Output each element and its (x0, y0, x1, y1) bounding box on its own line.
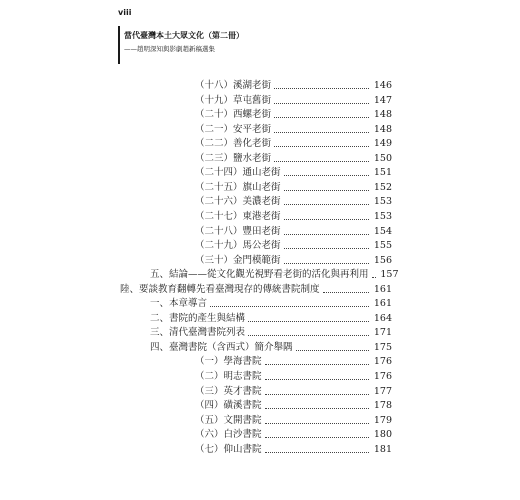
toc-entry (195, 370, 392, 383)
toc-entry-page: 161 (373, 283, 392, 295)
header-rule (118, 26, 120, 64)
page-header (118, 8, 131, 18)
toc-entry-title: 二、書院的產生與結構 (150, 312, 246, 324)
toc-entry-page: 180 (373, 429, 392, 441)
toc-entry-title: （二十六）美濃老街 (195, 196, 281, 208)
toc-entry-page: 175 (373, 341, 392, 353)
toc-entry-title: （四）磺溪書院 (195, 400, 262, 412)
toc-entry-page: 177 (373, 385, 392, 397)
toc-entry (195, 385, 392, 398)
dot-leader (265, 408, 369, 409)
toc-entry-title: （二十）西螺老街 (195, 109, 272, 121)
toc-entry (195, 181, 392, 194)
toc-entry-title: （一）學海書院 (195, 356, 262, 368)
toc-entry-title: （二十七）東港老街 (195, 210, 281, 222)
toc-entry (150, 268, 399, 281)
toc-entry-title: （十八）溪湖老街 (195, 80, 272, 91)
toc-entry-page: 161 (373, 298, 392, 310)
toc-entry-page: 153 (373, 210, 392, 222)
toc-entry-page: 155 (373, 240, 392, 252)
dot-leader (284, 234, 369, 235)
toc-entry-page: 156 (373, 254, 392, 266)
dot-leader (265, 437, 369, 438)
toc-entry-title: （三十）金門模範街 (195, 254, 281, 266)
toc-entry (195, 414, 392, 427)
dot-leader (274, 117, 369, 118)
toc-entry-page: 149 (373, 138, 392, 150)
toc-entry (120, 283, 392, 296)
toc-entry (195, 79, 392, 92)
book-title: 當代臺灣本土大眾文化（第二冊） (124, 31, 244, 40)
dot-leader (265, 364, 369, 365)
toc-entry-page: 147 (373, 94, 392, 106)
dot-leader (248, 321, 369, 322)
toc-entry (195, 152, 392, 165)
toc-entry-page: 157 (380, 269, 399, 281)
toc-entry-title: （二十四）通山老街 (195, 167, 281, 179)
toc-entry-title: 一、本章導言 (150, 298, 208, 310)
dot-leader (248, 335, 369, 336)
toc-entry (195, 210, 392, 223)
toc-entry-title: （二二）善化老街 (195, 138, 272, 150)
toc-entry-title: 五、結論——從文化觀光視野看老街的活化與再利用 (150, 269, 369, 281)
toc-entry-page: 148 (373, 123, 392, 135)
dot-leader (323, 292, 369, 293)
toc-entry (195, 166, 392, 179)
toc-entry-page: 176 (373, 371, 392, 382)
dot-leader (210, 306, 369, 307)
toc-entry (195, 195, 392, 208)
toc-entry-page: 148 (373, 109, 392, 121)
dot-leader (274, 103, 369, 104)
toc-entry-page: 178 (373, 400, 392, 412)
toc-entry-title: 三、清代臺灣書院列表 (150, 327, 246, 339)
toc-entry-page: 171 (373, 327, 392, 339)
dot-leader (296, 350, 369, 351)
toc-entry-page: 181 (373, 443, 392, 455)
toc-entry (195, 428, 392, 441)
dot-leader (284, 190, 369, 191)
dot-leader (274, 88, 369, 89)
toc-entry (195, 399, 392, 412)
toc-entry-page: 176 (373, 356, 392, 368)
toc-entry (150, 297, 392, 310)
toc-entry-title: （七）仰山書院 (195, 443, 262, 455)
dot-leader (284, 175, 369, 176)
dot-leader (274, 161, 369, 162)
toc-entry-title: 陸、要談教育翻轉先看臺灣現存的傳統書院制度 (120, 283, 320, 295)
toc-entry-page: 150 (373, 152, 392, 164)
toc-entry (195, 239, 392, 252)
toc-entry-title: （二十九）馬公老街 (195, 240, 281, 252)
toc-entry-page: 151 (373, 167, 392, 179)
dot-leader (265, 423, 369, 424)
toc-entry (195, 443, 392, 456)
toc-entry (195, 94, 392, 107)
toc-entry-page: 153 (373, 196, 392, 208)
book-subtitle: ——趙明深知與影劇趙新稿選集 (124, 45, 215, 53)
toc-entry (150, 326, 392, 339)
dot-leader (372, 277, 376, 278)
toc-entry (195, 123, 392, 136)
toc-entry-title: （二十五）旗山老街 (195, 181, 281, 193)
toc-entry-title: （六）白沙書院 (195, 429, 262, 441)
toc-entry-page: 146 (373, 80, 392, 91)
toc-entry-title: （三）英才書院 (195, 385, 262, 397)
page-number: viii (118, 8, 132, 17)
toc-entry-title: （二）明志書院 (195, 371, 262, 382)
toc-entry-page: 152 (373, 181, 392, 193)
toc-entry (195, 225, 392, 238)
dot-leader (265, 452, 369, 453)
toc-entry-page: 179 (373, 414, 392, 426)
dot-leader (284, 263, 369, 264)
toc-entry (195, 355, 392, 368)
toc-entry (195, 108, 392, 121)
dot-leader (274, 132, 369, 133)
toc-entry-title: （五）文開書院 (195, 414, 262, 426)
toc-entry (150, 341, 392, 354)
toc-entry-title: 四、臺灣書院（含西式）簡介舉隅 (150, 341, 293, 353)
dot-leader (284, 219, 369, 220)
toc-entry (150, 312, 392, 325)
toc-entry-page: 154 (373, 225, 392, 237)
dot-leader (284, 248, 369, 249)
toc-entry (195, 254, 392, 267)
dot-leader (265, 379, 369, 380)
dot-leader (284, 204, 369, 205)
dot-leader (265, 394, 369, 395)
toc-entry-title: （十九）草屯舊街 (195, 94, 272, 106)
toc-entry-title: （二一）安平老街 (195, 123, 272, 135)
toc-entry-title: （二三）鹽水老街 (195, 152, 272, 164)
toc-entry (195, 137, 392, 150)
dot-leader (274, 146, 369, 147)
toc-entry-title: （二十八）豐田老街 (195, 225, 281, 237)
toc-entry-page: 164 (373, 312, 392, 324)
